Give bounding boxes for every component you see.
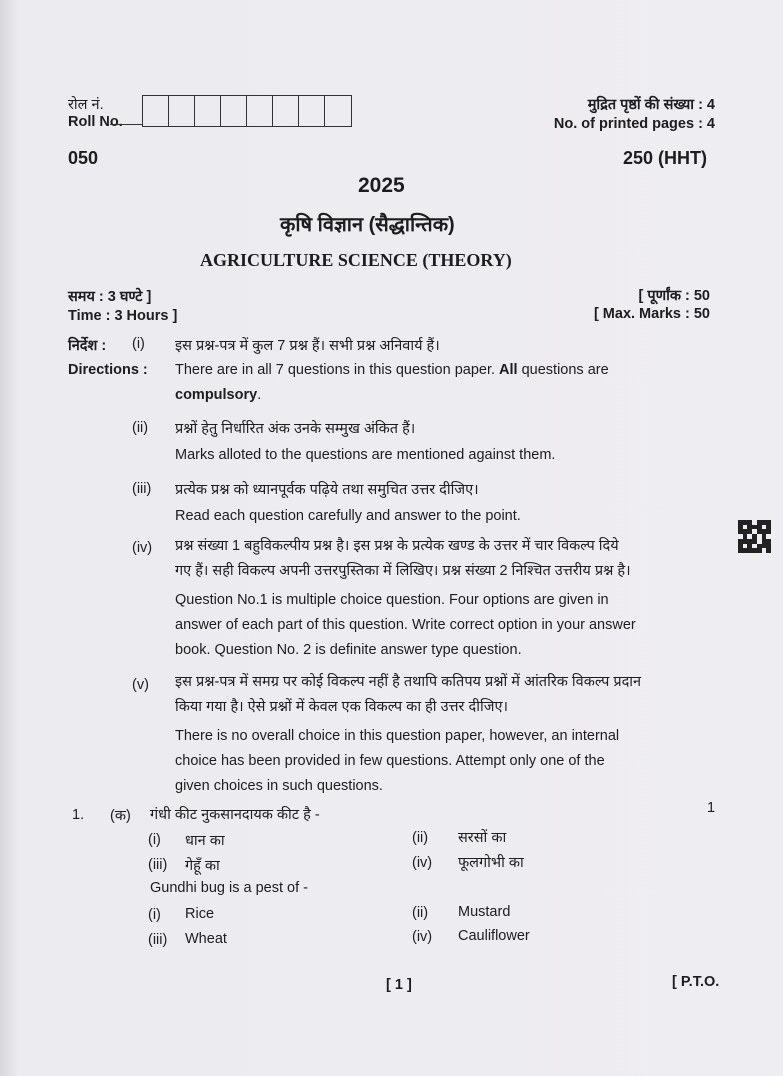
paper-code: 250 (HHT) bbox=[622, 148, 707, 168]
direction-number: (iii) bbox=[132, 481, 152, 497]
option-number: (ii) bbox=[412, 905, 429, 921]
printed-pages-hindi: मुद्रित पृष्ठों की संख्या : 4 bbox=[587, 97, 715, 113]
option-number: (iv) bbox=[412, 929, 433, 945]
direction-3-hindi: प्रत्येक प्रश्न को ध्यानपूर्वक पढ़िये तथा समुचित उत्तर दीजिए। bbox=[175, 482, 479, 498]
please-turn-over: [ P.T.O. bbox=[672, 974, 720, 990]
option-number: (i) bbox=[148, 832, 161, 848]
subject-code: 050 bbox=[68, 148, 99, 168]
title-hindi: कृषि विज्ञान (सैद्धान्तिक) bbox=[280, 214, 455, 236]
max-marks-hindi: [ पूर्णांक : 50 bbox=[638, 288, 710, 304]
roll-number-boxes[interactable] bbox=[142, 95, 352, 127]
option-number: (i) bbox=[148, 907, 161, 923]
option-text: सरसों का bbox=[458, 830, 507, 846]
option-number: (iii) bbox=[148, 857, 168, 873]
question-part: (क) bbox=[110, 808, 131, 824]
page-number: [ 1 ] bbox=[386, 977, 412, 993]
direction-5-english bbox=[175, 724, 720, 799]
roll-digit-box[interactable] bbox=[247, 96, 273, 126]
direction-2-hindi: प्रश्नों हेतु निर्धारित अंक उनके सम्मुख अंकित हैं। bbox=[175, 421, 416, 437]
qr-code bbox=[738, 520, 771, 553]
roll-label-hindi: रोल नं. bbox=[68, 97, 104, 113]
option-text: फूलगोभी का bbox=[458, 855, 524, 871]
roll-digit-box[interactable] bbox=[143, 96, 169, 126]
direction-5-english-line: given choices in such questions. bbox=[175, 778, 383, 794]
exam-year: 2025 bbox=[358, 174, 405, 197]
option-number: (iv) bbox=[412, 855, 433, 871]
direction-1-text: There are in all 7 questions in this question paper. bbox=[175, 362, 496, 378]
direction-number: (iv) bbox=[132, 540, 153, 556]
direction-5-hindi-line: किया गया है। ऐसे प्रश्नों में केवल एक विकल्प का ही उत्तर दीजिए। bbox=[175, 699, 508, 715]
roll-digit-box[interactable] bbox=[221, 96, 247, 126]
title-english: AGRICULTURE SCIENCE (THEORY) bbox=[200, 250, 512, 270]
roll-digit-box[interactable] bbox=[299, 96, 325, 126]
time-hindi: समय : 3 घण्टे ] bbox=[68, 289, 152, 305]
question-text-hindi: गंधी कीट नुकसानदायक कीट है - bbox=[150, 807, 320, 823]
direction-4-english bbox=[175, 588, 720, 663]
direction-number: (i) bbox=[132, 336, 145, 352]
option-text: Cauliflower bbox=[458, 928, 530, 944]
roll-digit-box[interactable] bbox=[325, 96, 351, 126]
question-text-english: Gundhi bug is a pest of - bbox=[150, 880, 308, 896]
question-marks: 1 bbox=[707, 800, 716, 816]
direction-5-hindi-line: इस प्रश्न-पत्र में समग्र पर कोई विकल्प नहीं है तथापि कतिपय प्रश्नों में आंतरिक विकल्प प्रदान bbox=[175, 674, 642, 690]
option-text: Rice bbox=[185, 906, 215, 922]
direction-4-english-line: book. Question No. 2 is definite answer type question. bbox=[175, 642, 522, 658]
max-marks-english: [ Max. Marks : 50 bbox=[593, 306, 710, 322]
direction-3-english: Read each question carefully and answer to the point. bbox=[175, 508, 521, 524]
direction-1-period: . bbox=[257, 387, 262, 403]
printed-pages-english: No. of printed pages : 4 bbox=[553, 116, 715, 132]
roll-digit-box[interactable] bbox=[273, 96, 299, 126]
direction-2-english: Marks alloted to the questions are mentioned against them. bbox=[175, 447, 556, 463]
question-number: 1. bbox=[72, 807, 85, 823]
option-text: धान का bbox=[185, 833, 225, 849]
option-text: Mustard bbox=[458, 904, 511, 920]
direction-4-hindi-line: गए हैं। सही विकल्प अपनी उत्तरपुस्तिका में लिखिए। प्रश्न संख्या 2 निश्चित उत्तरीय प्रश्न है। bbox=[175, 563, 631, 579]
direction-4-english-line: Question No.1 is multiple choice question. Four options are given in bbox=[175, 592, 609, 608]
directions-label-hindi: निर्देश : bbox=[68, 338, 107, 354]
direction-1-hindi: इस प्रश्न-पत्र में कुल 7 प्रश्न हैं। सभी प्रश्न अनिवार्य हैं। bbox=[175, 338, 440, 354]
direction-5-english-line: choice has been provided in few questions. Attempt only one of the bbox=[175, 753, 605, 769]
direction-4-hindi-line: प्रश्न संख्या 1 बहुविकल्पीय प्रश्न है। इस प्रश्न के प्रत्येक खण्ड के उत्तर में चार विकल्प दिये bbox=[175, 538, 619, 554]
direction-1-compulsory: compulsory bbox=[175, 387, 258, 403]
direction-4-english-line: answer of each part of this question. Write correct option in your answer bbox=[175, 617, 636, 633]
roll-digit-box[interactable] bbox=[195, 96, 221, 126]
directions-label-english: Directions : bbox=[68, 362, 148, 378]
direction-5-english-line: There is no overall choice in this question paper, however, an internal bbox=[175, 728, 620, 744]
direction-number: (ii) bbox=[132, 420, 149, 436]
roll-underline bbox=[110, 124, 142, 125]
time-english: Time : 3 Hours ] bbox=[68, 308, 178, 324]
direction-1-text-cont: questions are bbox=[521, 362, 609, 378]
option-number: (ii) bbox=[412, 830, 429, 846]
roll-label-english: Roll No. bbox=[68, 114, 123, 130]
option-text: गेहूँ का bbox=[185, 858, 220, 874]
direction-1-english bbox=[175, 358, 720, 408]
direction-1-all: All bbox=[499, 362, 518, 378]
roll-digit-box[interactable] bbox=[169, 96, 195, 126]
direction-4-hindi bbox=[175, 534, 720, 584]
option-number: (iii) bbox=[148, 932, 168, 948]
direction-number: (v) bbox=[132, 677, 149, 693]
option-text: Wheat bbox=[185, 931, 227, 947]
direction-5-hindi bbox=[175, 670, 720, 720]
